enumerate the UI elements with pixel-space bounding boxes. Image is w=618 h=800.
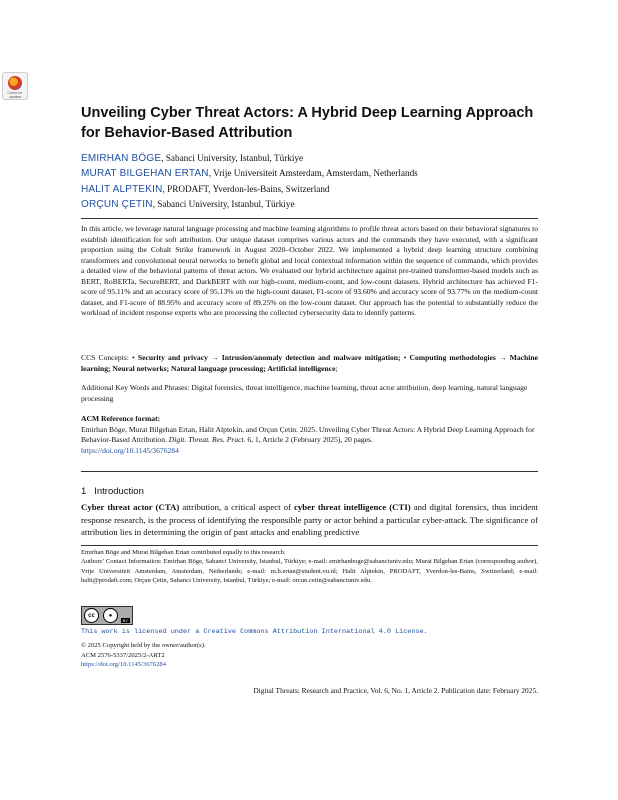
ccs-prefix: CCS Concepts: • (81, 353, 138, 362)
divider (81, 218, 538, 219)
license-link[interactable]: This work is licensed under a Creative Commons Attribution International 4.0 License. (81, 628, 428, 636)
ccs-separator: • (400, 353, 410, 362)
author-entry (81, 182, 551, 197)
badge-label: Check for updates (7, 91, 23, 99)
ccs-concepts (81, 353, 538, 374)
section-title: Introduction (94, 486, 144, 497)
section-heading (81, 486, 144, 497)
ccs-concept-1: Security and privacy → Intrusion/anomaly detection and malware mitigation; (137, 353, 401, 362)
acm-reference-heading: ACM Reference format: (81, 414, 161, 423)
author-affiliation: , Sabanci University, Istanbul, Türkiye (152, 198, 295, 209)
by-label: BY (122, 618, 128, 623)
author-name[interactable]: ORÇUN ÇETIN (81, 198, 153, 210)
footnotes (81, 548, 538, 586)
copyright-doi-link[interactable]: https://doi.org/10.1145/3676284 (81, 661, 166, 669)
doi-link[interactable]: https://doi.org/10.1145/3676284 (81, 445, 179, 455)
author-name[interactable]: MURAT BILGEHAN ERTAN (81, 168, 209, 180)
author-name[interactable]: EMIRHAN BÖGE (81, 153, 162, 164)
author-entry (81, 151, 551, 166)
intro-term-cti: cyber threat intelligence (CTI) (293, 502, 411, 512)
acm-reference-text: Emirhan Böge, Murat Bilgehan Ertan, Halit Alptekin, and Orçun Çetin. 2025. Unveiling Cyber Threat Actors: A Hybrid Deep Learning Approach for Behavior-Based Attribution. (81, 424, 535, 445)
author-affiliation: , Sabanci University, Istanbul, Türkiye (161, 153, 304, 163)
issn-line: ACM 2576-5337/2025/2-ART2 (81, 651, 165, 659)
update-icon (8, 76, 22, 90)
author-entry (81, 166, 551, 181)
copyright-block (81, 641, 206, 670)
footnote-divider (81, 545, 538, 546)
footnote-contact: Authors’ Contact Information: Emirhan Böge, Sabanci University, Istanbul, Türkiye; e-mail: emirhanboge@sabanciuniv.edu; Murat Bilgehan Ertan (corresponding author), Vrije Universiteit Amsterdam, Amsterdam, Netherlands; e-mail: m.b.ertan@student.vu.nl; Halit Alptekin, PRODAFT, Yverdon-les-Bains, Switzerland; e-mail: halit@prodaft.com; Orçun Çetin, Sabanci University, Istanbul, Türkiye; e-mail: orcun.cetin@sabanciuniv.edu. (81, 558, 538, 585)
person-icon: ● (103, 608, 118, 623)
footnote-contribution: Emirhan Böge and Murat Bilgehan Ertan contributed equally to this research. (81, 549, 286, 556)
ccs-concept-2: Computing methodologies → Machine learning; Neural networks; Natural language processing; Artificial intelligence (81, 353, 538, 373)
divider (81, 471, 538, 472)
intro-paragraph (81, 501, 538, 539)
acm-reference-details: 6, 1, Article 2 (February 2025), 20 pages. (245, 435, 373, 445)
acm-reference (81, 414, 538, 456)
cc-by-badge[interactable] (81, 606, 133, 625)
intro-term-cta: Cyber threat actor (CTA) (81, 502, 180, 512)
check-for-updates-badge[interactable] (2, 72, 28, 100)
page-footer: Digital Threats: Research and Practice, Vol. 6, No. 1, Article 2. Publication date: February 2025. (253, 686, 538, 695)
ccs-end: ; (335, 363, 338, 373)
acm-reference-journal: Digit. Threat. Res. Pract. (168, 435, 246, 445)
intro-text: and digital forensics, thus incident response research, is the process of identifying the responsible party or actor behind a particular cyber-attack. The significance of attribution lies in determining the origin of past attacks and enabling predictive (81, 502, 538, 537)
abstract: In this article, we leverage natural language processing and machine learning algorithms to profile threat actors based on their behavioral signatures to establish identification for soft attribution. Our unique dataset comprises various actors and the commands they have executed, with a significant proportion using the Cobalt Strike framework in August 2020–October 2022. We implemented a hybrid deep learning structure combining transformers and convolutional neural networks to benefit global and local contextual information within the sequence of commands, which provides a detailed view of the behavioral patterns of threat actors. We evaluated our hybrid architecture against pre-trained transformer-based models such as BERT, RoBERTa, SecureBERT, and DarkBERT with our high-count, medium-count, and low-count datasets. Hybrid architecture has achieved F1-score of 95.11% and an accuracy score of 95.13% on the high-count dataset, F1-score of 93.60% and accuracy score of 93.77% on the medium-count dataset, and F1-score of 88.95% and accuracy score of 89.25% on the low-count dataset. Our approach has the potential to substantially reduce the workload of incident response experts who are processing the collected cybersecurity data to identify patterns. (81, 224, 538, 318)
author-entry (81, 197, 551, 212)
author-name[interactable]: HALIT ALPTEKIN (81, 183, 163, 195)
author-affiliation: , Vrije Universiteit Amsterdam, Amsterdam, Netherlands (208, 168, 418, 179)
paper-title: Unveiling Cyber Threat Actors: A Hybrid Deep Learning Approach for Behavior-Based Attribution (81, 105, 534, 141)
author-list (81, 151, 551, 212)
copyright-line: © 2025 Copyright held by the owner/author(s). (81, 642, 206, 649)
cc-icon: cc (84, 608, 99, 623)
intro-text: attribution, a critical aspect of (179, 502, 294, 512)
keywords: Additional Key Words and Phrases: Digital forensics, threat intelligence, machine learning, threat actor attribution, deep learning, natural language processing (81, 383, 528, 403)
author-affiliation: , PRODAFT, Yverdon-les-Bains, Switzerland (162, 183, 330, 194)
section-number: 1 (81, 486, 87, 497)
